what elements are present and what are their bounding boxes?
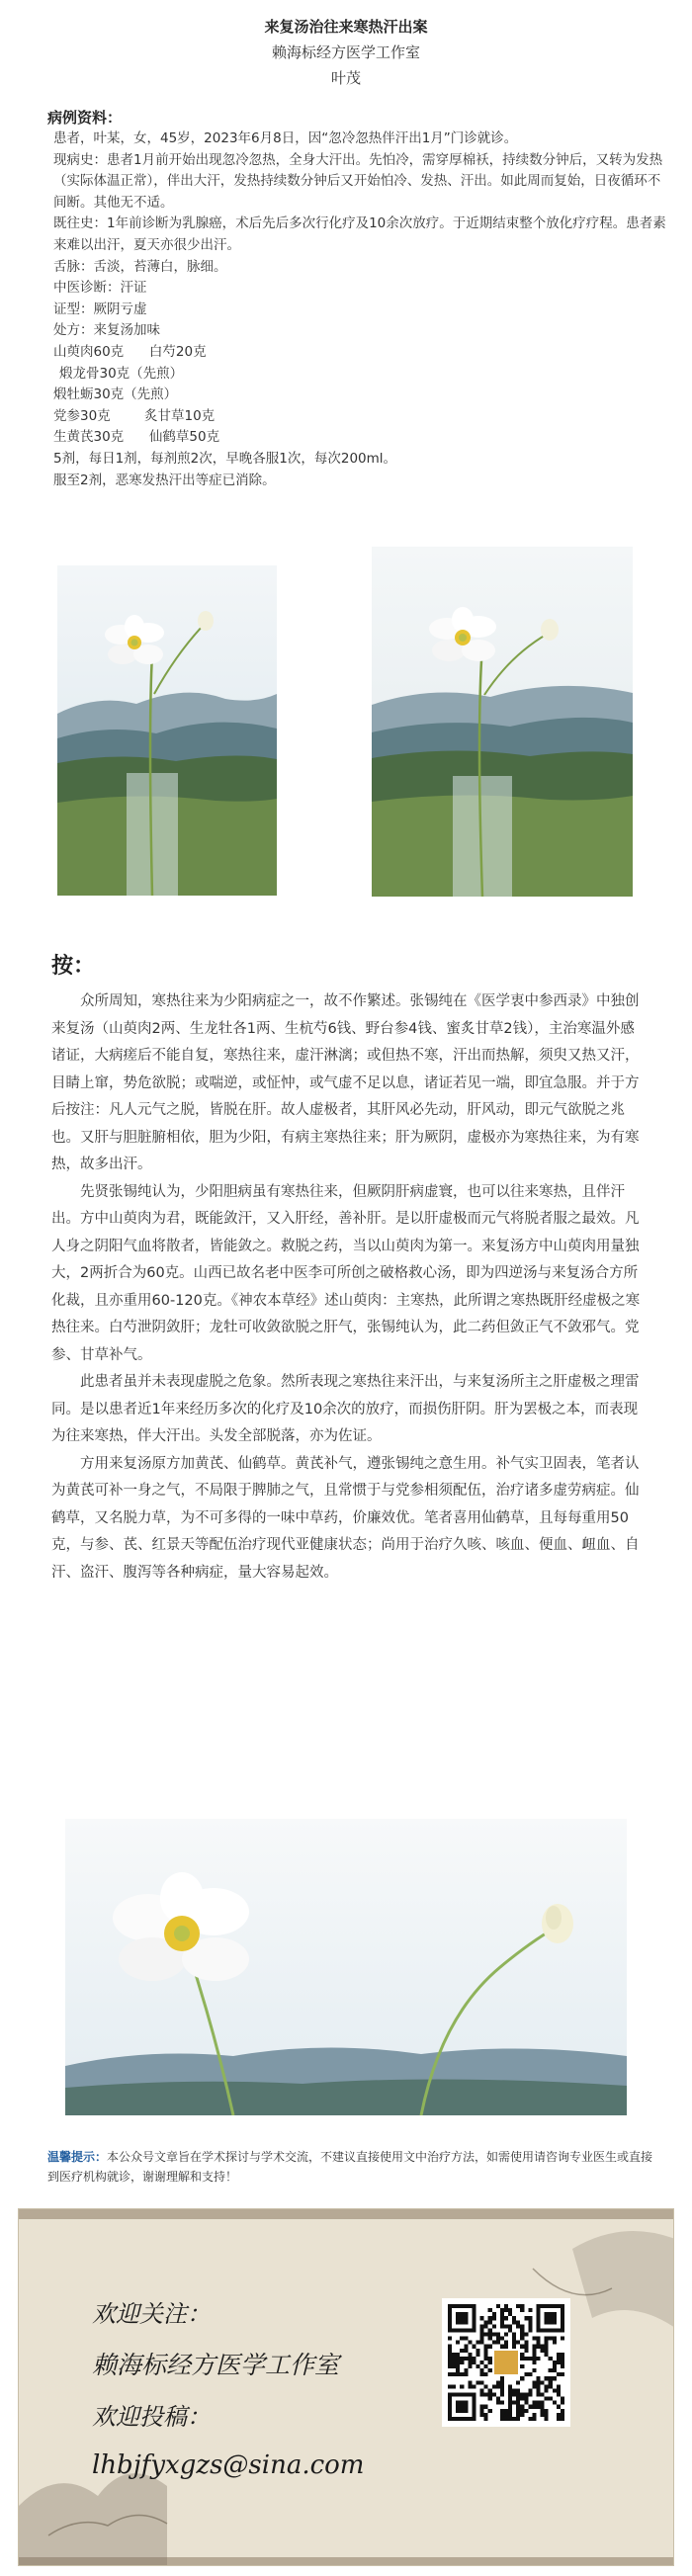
analysis-heading: 按： (51, 954, 96, 979)
flower-photo-left (57, 565, 277, 896)
tongue-pulse: 舌脉：舌淡，苔薄白，脉细。 (53, 258, 227, 275)
prescription: 处方：来复汤加味 (53, 322, 160, 339)
notice-label: 温馨提示： (47, 2150, 108, 2164)
follow-banner (18, 2208, 674, 2566)
banner-submit-label: 欢迎投稿： (92, 2403, 211, 2431)
banner-follow-label: 欢迎关注： (92, 2300, 211, 2328)
dosage: 5剂，每日1剂，每剂煎2次，早晚各服1次，每次200ml。 (53, 450, 397, 467)
flower-photo-right (372, 547, 633, 897)
banner-studio-name: 赖海标经方医学工作室 (92, 2351, 340, 2379)
notice-text: 本公众号文章旨在学术探讨与学术交流，不建议直接使用文中治疗方法，如需使用请咨询专业医生或直接到医疗机构就诊，谢谢理解和支持！ (47, 2150, 653, 2184)
analysis-paragraph: 众所周知，寒热往来为少阳病症之一，故不作繁述。张锡纯在《医学衷中参西录》中独创来复汤（山萸肉2两、生龙牡各1两、生杭芍6钱、野台参4钱、蜜炙甘草2钱），主治寒温外感诸证，大病瘥后不能自复，寒热往来，虚汗淋漓；或但热不寒，汗出而热解，须臾又热又汗，目睛上窜，势危欲脱；或喘逆，或怔忡，或气虚不足以息，诸证若见一端，即宜急服。并于方后按注：凡人元气之脱，皆脱在肝。故人虚极者，其肝风必先动，肝风动，即元气欲脱之兆也。又肝与胆脏腑相依，胆为少阳，有病主寒热往来；肝为厥阴，虚极亦为寒热往来，为有寒热，故多出汗。 (51, 993, 640, 1172)
analysis-body (51, 988, 645, 1587)
article-title: 来复汤治往来寒热汗出案 (264, 18, 428, 36)
case-section (36, 107, 668, 491)
analysis-paragraph: 此患者虽并未表现虚脱之危象。然所表现之寒热往来汗出，与来复汤所主之肝虚极之理雷同。是以患者近1年来经历多次的化疗及10余次的放疗，而损伤肝阴。肝为罢极之本，而表现为往来寒热，伴大汗出。头发全部脱落，亦为佐证。 (51, 1374, 640, 1444)
analysis-paragraph: 先贤张锡纯认为，少阳胆病虽有寒热往来，但厥阴肝病虚寰，也可以往来寒热，且伴汗出。方中山萸肉为君，既能敛汗，又入肝经，善补肝。是以肝虚极而元气将脱者服之最效。凡人身之阴阳气血将散者，皆能敛之。救脱之药，当以山萸肉为第一。来复汤方中山萸肉用量独大，2两折合为60克。山西已故名老中医李可所创之破格救心汤，即为四逆汤与来复汤合方所化裁，且亦重用60-120克。《神农本草经》述山萸肉：主寒热，此所谓之寒热既肝经虚极之寒热往来。白芍泄阴敛肝；龙牡可收敛欲脱之肝气，张锡纯认为，此二药但敛正气不敛邪气。党参、甘草补气。 (51, 1183, 641, 1363)
banner-background-art (19, 2209, 674, 2566)
herb-line: 党参30克 炙甘草10克 (53, 407, 216, 424)
article-subtitle: 赖海标经方医学工作室 (271, 43, 420, 61)
case-heading: 病例资料： (47, 109, 123, 127)
qr-code-graphic (448, 2304, 564, 2421)
case-line: 既往史：1年前诊断为乳腺癌，术后先后多次行化疗及10余次放疗。于近期结束整个放化疗疗程。患者素来难以出汗，夏天亦很少出汗。 (53, 215, 666, 253)
article-author: 叶茂 (330, 69, 361, 87)
herb-line: 煅龙骨30克（先煎） (59, 365, 184, 382)
herb-line: 煅牡蛎30克（先煎） (53, 386, 178, 403)
article-header (0, 0, 692, 91)
treatment-result: 服至2剂，恶寒发热汗出等症已消除。 (53, 472, 276, 488)
analysis-paragraph: 方用来复汤原方加黄芪、仙鹤草。黄芪补气，遵张锡纯之意生用。补气实卫固表，笔者认为黄芪可补一身之气，不局限于脾肺之气，且常惯于与党参相须配伍，治疗诸多虚劳病症。仙鹤草，又名脱力草，为不可多得的一味中草药，价廉效优。笔者喜用仙鹤草，且每每重用50克，与参、芪、红景天等配伍治疗现代亚健康状态；尚用于治疗久咳、咳血、便血、衄血、自汗、盗汗、腹泻等各种病症，量大容易起效。 (51, 1455, 640, 1581)
notice (47, 2147, 664, 2187)
case-line: 患者，叶某，女，45岁，2023年6月8日，因“忽冷忽热伴汗出1月”门诊就诊。 (53, 130, 518, 146)
syndrome-type: 证型：厥阴亏虚 (53, 301, 147, 317)
tcm-diagnosis: 中医诊断：汗证 (53, 280, 147, 297)
qr-code[interactable] (442, 2298, 570, 2427)
flower-photo-wide (65, 1819, 627, 2115)
banner-email[interactable]: lhbjfyxgzs@sina.com (92, 2450, 365, 2480)
herb-line: 生黄芪30克 仙鹤草50克 (53, 429, 220, 446)
herb-line: 山萸肉60克 白芍20克 (53, 343, 207, 360)
case-line: 现病史：患者1月前开始出现忽冷忽热，全身大汗出。先怕冷，需穿厚棉袄，持续数分钟后，又转为发热（实际体温正常），伴出大汗，发热持续数分钟后又开始怕冷、发热、汗出。如此周而复始，日夜循环不间断。其他无不适。 (53, 151, 663, 211)
